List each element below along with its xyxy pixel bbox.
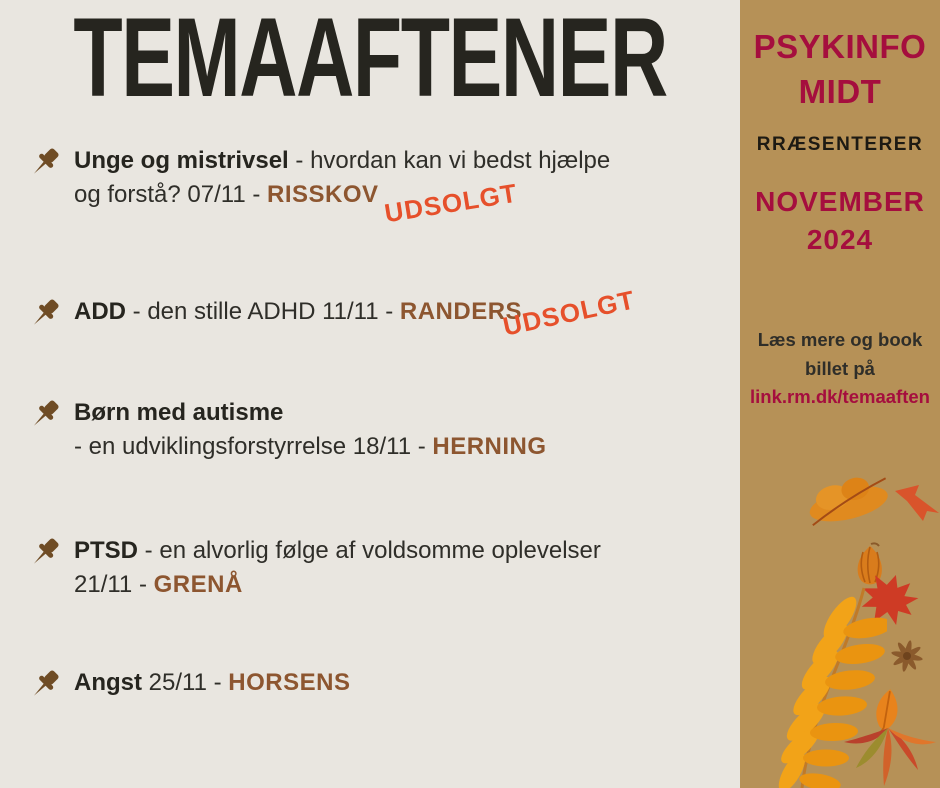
brand-line2: MIDT — [798, 73, 882, 110]
event-description: 25/11 - — [142, 669, 229, 696]
pushpin-icon — [26, 143, 64, 181]
event-location: GRENÅ — [153, 571, 243, 598]
event-line — [74, 534, 601, 568]
event-description: og forstå? 07/11 - — [74, 181, 268, 208]
booking-info — [740, 326, 940, 412]
event-description: - den stille ADHD 11/11 - — [126, 298, 400, 325]
event-line — [74, 144, 610, 178]
sidebar — [740, 0, 940, 788]
page-title: TEMAAFTENER — [73, 0, 667, 120]
info-line1: Læs mere og book — [757, 329, 923, 350]
sold-out-stamp: UDSOLGT — [500, 284, 638, 342]
event-line — [74, 430, 547, 464]
oak-leaf-image — [798, 466, 898, 536]
event-location: HORSENS — [228, 669, 351, 696]
event-line — [74, 178, 610, 212]
event-title: ADD — [74, 298, 126, 325]
event-text — [74, 534, 601, 602]
event-line — [74, 568, 601, 602]
month-line2: 2024 — [806, 224, 874, 255]
pushpin-icon — [26, 665, 64, 703]
info-line2: billet på — [805, 357, 875, 379]
event-line — [74, 396, 547, 430]
event-title: Unge og mistrivsel — [74, 147, 289, 174]
event-line — [74, 295, 522, 329]
event-item — [26, 534, 601, 602]
month-title — [740, 183, 940, 259]
event-description: 21/11 - — [74, 571, 154, 598]
event-location: RISSKOV — [267, 181, 379, 208]
brand-line1: PSYKINFO — [753, 28, 927, 65]
event-title: Børn med autisme — [74, 399, 284, 426]
title-row — [0, 0, 740, 120]
event-item — [26, 666, 350, 703]
event-text — [74, 396, 547, 464]
event-title: Angst — [74, 669, 142, 696]
event-title: PTSD — [74, 537, 139, 564]
event-item — [26, 284, 638, 342]
event-description: - en udviklingsforstyrrelse 18/11 - — [74, 433, 433, 460]
creeper-leaf-image — [826, 720, 940, 788]
presents-label: RRÆSENTERER — [756, 134, 924, 155]
booking-link[interactable]: link.rm.dk/temaaften — [750, 386, 930, 407]
event-item — [26, 144, 611, 229]
red-leaf-image — [893, 483, 940, 523]
event-location: RANDERS — [399, 298, 523, 325]
event-description: - en alvorlig følge af voldsomme oplevelser — [138, 537, 601, 564]
brand-title — [740, 24, 940, 114]
pushpin-icon — [26, 294, 64, 332]
event-text — [74, 295, 522, 329]
event-line — [74, 666, 350, 700]
star-anise-image — [888, 638, 926, 674]
event-text — [74, 666, 350, 700]
month-line1: NOVEMBER — [755, 186, 925, 217]
event-text — [74, 144, 610, 212]
event-description: - hvordan kan vi bedst hjælpe — [288, 147, 611, 174]
sold-out-stamp: UDSOLGT — [382, 177, 520, 229]
pushpin-icon — [26, 533, 64, 571]
pushpin-icon — [26, 395, 64, 433]
event-item — [26, 396, 547, 464]
event-location: HERNING — [432, 433, 547, 460]
